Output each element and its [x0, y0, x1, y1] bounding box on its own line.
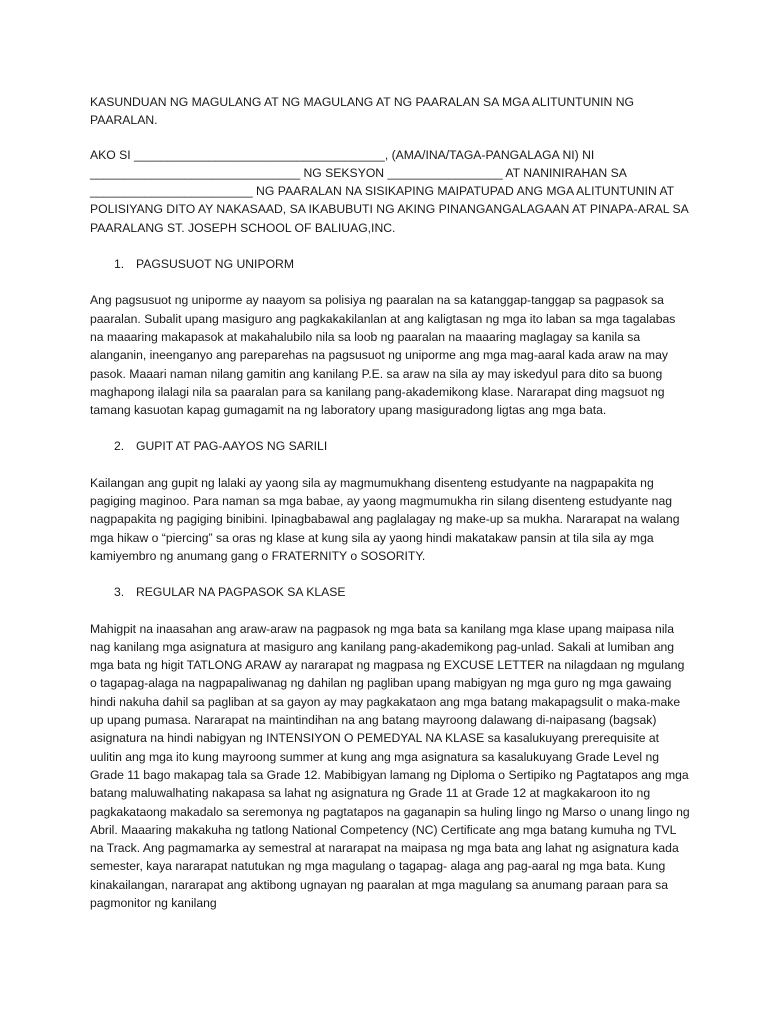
section-number: 1.: [114, 257, 125, 272]
section-heading-text: PAGSUSUOT NG UNIPORM: [136, 257, 295, 272]
section-heading-1: [90, 255, 690, 273]
section-body-1: Ang pagsusuot ng uniporme ay naayom sa polisiya ng paaralan na sa katanggap-tanggap sa pagpasok sa paaralan. Subalit upang masiguro ang pagkakakilanlan at ang kaligtasan ng mga ito laban sa mga tagalabas na maaaring makapasok at makahalubilo nila sa loob ng paaralan na maaaring maglagay sa kanila sa alanganin, ineenganyo ang pareparehas na pagsusuot ng uniporme ang mga mag-aaral kada araw na may pasok. Maaari naman nilang gamitin ang kanilang P.E. sa araw na sila ay may iskedyul para dito sa buong maghapong ilalagi nila sa paaralan para sa kanilang pang-akademikong klase. Nararapat ding magsuot ng tamang kasuotan kapag gumagamit na ng laboratory upang masiguradong ligtas ang mga bata.: [90, 293, 676, 418]
document-page: [90, 93, 690, 930]
section-heading-2: [90, 437, 690, 455]
section-heading-text: GUPIT AT PAG-AAYOS NG SARILI: [136, 439, 328, 454]
section-body-3: Mahigpit na inaasahan ang araw-araw na pagpasok ng mga bata sa kanilang mga klase upang maipasa nila nag kanilang mga asignatura at masiguro ang kanilang pang-akademikong pag-unlad. Sakali at lumiban ang mga bata ng higit TATLONG ARAW ay nararapat ng magpasa ng EXCUSE LETTER na nilagdaan ng mgulang o tagapag-alaga na nagpapaliwanag ng dahilan ng pagliban upang mabigyan ng mga guro ng mga gawaing hindi nakuha dahil sa pagliban at sa gayon ay may pagkakataon ang mga batang makapagsulit o maka-make up upang pumasa. Nararapat na maintindihan na ang batang mayroong dalawang di-naipasang (bagsak) asignatura na hindi nabigyan ng INTENSIYON O PEMEDYAL NA KLASE sa kasalukuyang prerequisite at uulitin ang mga ito kung mayroong summer at kung ang mga asignatura sa kasalukuyang Grade Level ng Grade 11 bago makapag tala sa Grade 12. Mabibigyan lamang ng Diploma o Sertipiko ng Pagtatapos ang mga batang maluwalhating nakapasa sa lahat ng asignatura ng Grade 11 at Grade 12 at magkakaroon ito ng pagkakataong makadalo sa seremonya ng pagtatapos na gaganapin sa huling lingo ng Marso o unang lingo ng Abril. Maaaring makakuha ng tatlong National Competency (NC) Certificate ang mga batang kumuha ng TVL na Track. Ang pagmamarka ay semestral at nararapat na maipasa ng mga bata ang lahat ng asignatura kada semester, kaya nararapat natutukan ng mga magulang o tagapag- alaga ang pag-aaral ng mga bata. Kung kinakailangan, nararapat ang aktibong ugnayan ng paaralan at mga magulang sa anumang paraan para sa pagmonitor ng kanilang: [90, 621, 690, 910]
section-number: 2.: [114, 439, 125, 454]
document-title: KASUNDUAN NG MAGULANG AT NG MAGULANG AT NG PAARALAN SA MGA ALITUNTUNIN NG PAARALAN.: [90, 95, 635, 128]
section-heading-3: [90, 583, 690, 601]
section-number: 3.: [114, 585, 125, 600]
section-heading-text: REGULAR NA PAGPASOK SA KLASE: [136, 585, 346, 600]
intro-paragraph: AKO SI _____________________________________, (AMA/INA/TAGA-PANGALAGA NI) NI _______________________________ NG SEKSYON _________________ AT NANINIRAHAN SA ________________________ NG PAARALAN NA SISIKAPING MAIPATUPAD ANG MGA ALITUNTUNIN AT POLISIYANG DITO AY NAKASAAD, SA IKABUBUTI NG AKING PINANGANGALAGAAN AT PINAPA-ARAL SA PAARALANG ST. JOSEPH SCHOOL OF BALIUAG,INC.: [90, 147, 689, 235]
section-body-2: Kailangan ang gupit ng lalaki ay yaong sila ay magmumukhang disenteng estudyante na nagpapakita ng pagiging maginoo. Para naman sa mga babae, ay yaong magmumukha rin silang disenteng estudyante nag nagpapakita ng pagiging binibini. Ipinagbabawal ang paglalagay ng make-up sa mukha. Nararapat na walang mga hikaw o “piercing” sa oras ng klase at kung sila ay yaong hindi makatakaw pansin at tila sila ay mga kamiyembro ng anumang gang o FRATERNITY o SOSORITY.: [90, 475, 680, 563]
